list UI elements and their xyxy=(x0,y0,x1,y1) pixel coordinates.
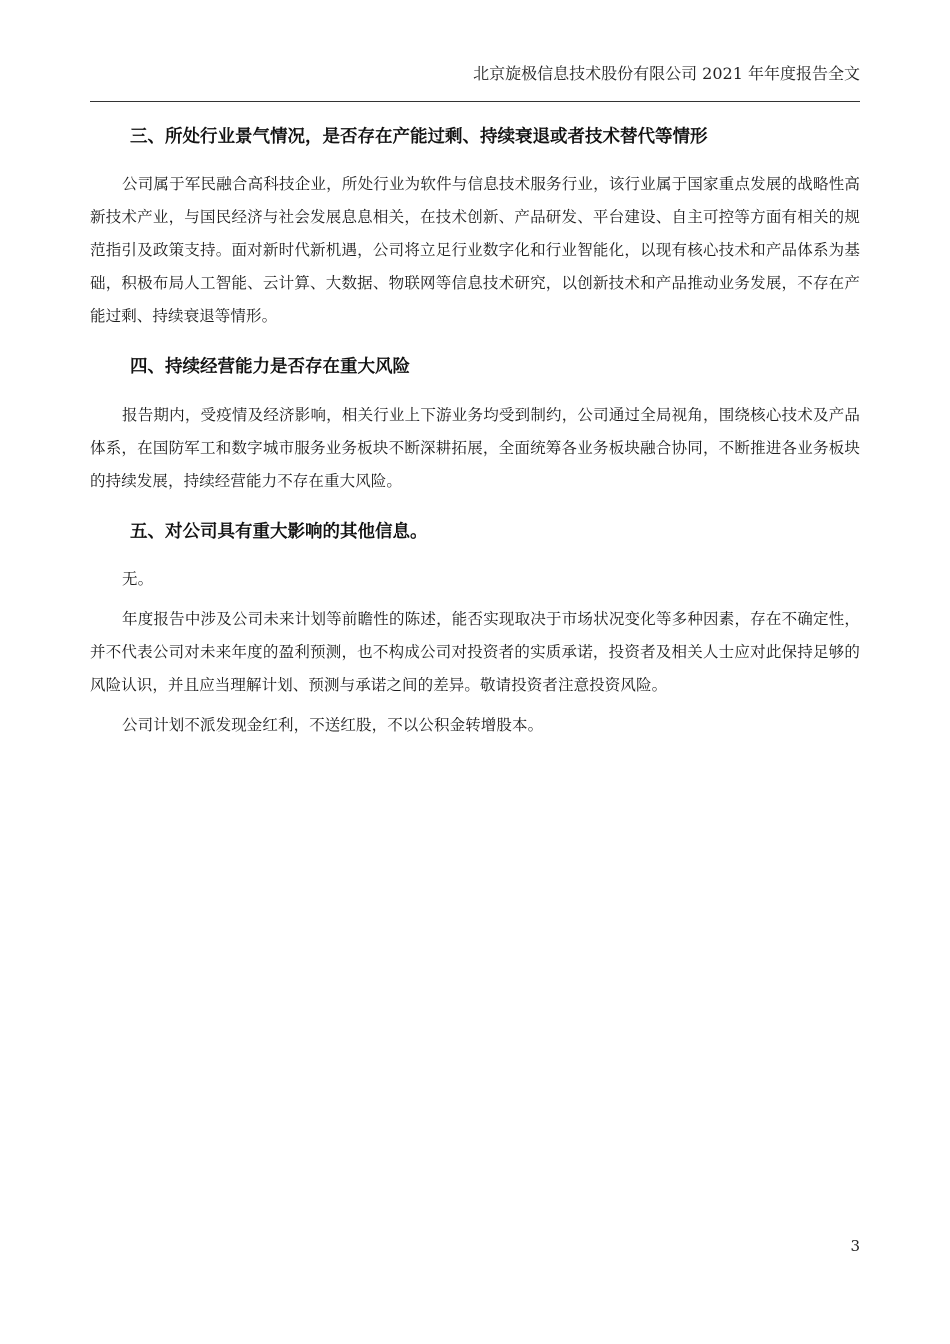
section-heading-industry: 三、所处行业景气情况，是否存在产能过剩、持续衰退或者技术替代等情形 xyxy=(130,127,708,147)
page-header: 北京旋极信息技术股份有限公司 2021 年年度报告全文 xyxy=(473,64,860,83)
section-heading-other-info: 五、对公司具有重大影响的其他信息。 xyxy=(130,522,428,542)
paragraph-forward-looking: 年度报告中涉及公司未来计划等前瞻性的陈述，能否实现取决于市场状况变化等多种因素，存在不确定性，并不代表公司对未来年度的盈利预测，也不构成公司对投资者的实质承诺，投资者及相关人士应对此保持足够的风险认识，并且应当理解计划、预测与承诺之间的差异。敬请投资者注意投资风险。 xyxy=(90,610,860,694)
paragraph-going-concern: 报告期内，受疫情及经济影响，相关行业上下游业务均受到制约，公司通过全局视角，围绕核心技术及产品体系，在国防军工和数字城市服务业务板块不断深耕拓展，全面统筹各业务板块融合协同，不断推进各业务板块的持续发展，持续经营能力不存在重大风险。 xyxy=(90,406,860,490)
paragraph-industry: 公司属于军民融合高科技企业，所处行业为软件与信息技术服务行业，该行业属于国家重点发展的战略性高新技术产业，与国民经济与社会发展息息相关，在技术创新、产品研发、平台建设、自主可控等方面有相关的规范指引及政策支持。面对新时代新机遇，公司将立足行业数字化和行业智能化，以现有核心技术和产品体系为基础，积极布局人工智能、云计算、大数据、物联网等信息技术研究，以创新技术和产品推动业务发展，不存在产能过剩、持续衰退等情形。 xyxy=(90,175,860,325)
paragraph-dividend: 公司计划不派发现金红利，不送红股，不以公积金转增股本。 xyxy=(122,716,544,734)
header-divider xyxy=(90,101,860,102)
document-body xyxy=(90,122,860,742)
paragraph-none: 无。 xyxy=(122,570,154,588)
section-heading-going-concern: 四、持续经营能力是否存在重大风险 xyxy=(130,357,410,377)
page-number: 3 xyxy=(850,1237,860,1255)
